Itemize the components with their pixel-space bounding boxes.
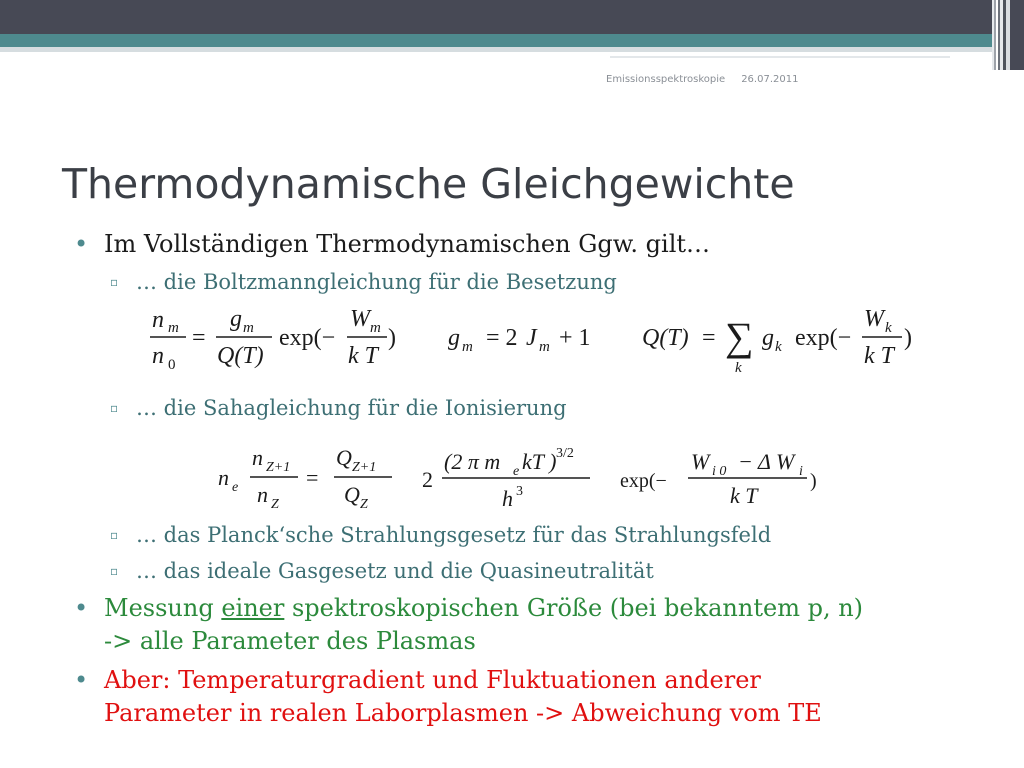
boltzmann-lhs-den: n (152, 343, 164, 369)
top-bar-dark (0, 0, 1024, 34)
partition-close: ) (904, 325, 912, 351)
saha-h: h (502, 486, 513, 511)
saha-minus-dW: − Δ W (738, 449, 795, 474)
boltzmann-Q: Q(T) (217, 343, 264, 369)
saha-Wi-sub: i (799, 464, 803, 479)
saha-Q2: Q (344, 482, 360, 507)
partition-W: W (864, 306, 884, 332)
sub-bullet-text: … die Sahagleichung für die Ionisierung (136, 396, 567, 420)
bullet-text-line1: Aber: Temperaturgradient und Fluktuationen anderer (104, 666, 761, 694)
partition-exp: exp(− (795, 325, 852, 351)
saha-n2-sub: Z (271, 497, 279, 512)
boltzmann-lhs-num: n (152, 307, 164, 333)
bullet-marker: • (74, 666, 89, 694)
saha-n2: n (257, 482, 268, 507)
degeneracy-eq: = 2 (486, 325, 518, 351)
bullet-text-line2: Parameter in realen Laborplasmen -> Abweichung vom TE (104, 699, 822, 727)
corner-stripes (992, 0, 1024, 70)
saha-pow: 3/2 (556, 446, 574, 461)
saha-Wi0: W (691, 449, 710, 474)
sub-bullet-text: … das Planck‘sche Strahlungsgesetz für das Strahlungsfeld (136, 523, 772, 547)
header-underline (610, 56, 950, 58)
partition-sum: ∑ (725, 314, 754, 359)
saha-Wi0-sub: i 0 (712, 464, 727, 479)
bullet-text-line2: -> alle Parameter des Plasmas (104, 627, 476, 655)
boltzmann-kT: k T (348, 343, 378, 369)
bullet-marker: • (74, 230, 89, 258)
degeneracy-formula (440, 300, 610, 380)
partition-Q: Q(T) (642, 325, 689, 351)
boltzmann-formula (140, 300, 410, 380)
partition-g-sub: k (775, 339, 782, 355)
saha-paren: (2 π m (444, 449, 501, 474)
partition-g: g (762, 325, 774, 351)
saha-eq: = (306, 465, 319, 490)
saha-close: ) (810, 470, 817, 492)
top-bar-teal (0, 34, 1024, 47)
partition-sum-sub: k (735, 360, 742, 376)
sub-bullet-marker: ▫ (110, 528, 119, 542)
partition-W-sub: k (885, 320, 892, 336)
bullet-text-underlined: einer (221, 594, 285, 622)
partition-eq: = (702, 325, 716, 351)
saha-me-sub: e (513, 464, 520, 479)
boltzmann-close: ) (388, 325, 396, 351)
degeneracy-g-sub: m (462, 339, 473, 355)
sub-bullet-text: … das ideale Gasgesetz und die Quasineutralität (136, 559, 654, 583)
boltzmann-W-sub: m (370, 320, 381, 336)
degeneracy-g: g (448, 325, 460, 351)
header-subject: Emissionsspektroskopie (606, 74, 726, 85)
page-title: Thermodynamische Gleichgewichte (62, 160, 795, 208)
degeneracy-J-sub: m (539, 339, 550, 355)
saha-ne-sub: e (232, 480, 239, 495)
sub-bullet-marker: ▫ (110, 401, 119, 415)
saha-kT: kT ) (522, 449, 557, 474)
saha-formula (210, 440, 830, 518)
boltzmann-exp: exp(− (279, 325, 336, 351)
degeneracy-rest: + 1 (559, 325, 591, 351)
saha-two: 2 (422, 467, 433, 492)
saha-n1-sub: Z+1 (266, 460, 291, 475)
boltzmann-g: g (230, 306, 242, 332)
saha-kT2: k T (730, 483, 758, 508)
bullet-text-before: Messung (104, 594, 222, 622)
saha-Q1-sub: Z+1 (352, 460, 377, 475)
sub-bullet-text: … die Boltzmanngleichung für die Besetzung (136, 270, 617, 294)
saha-h-pow: 3 (516, 484, 523, 499)
header-date: 26.07.2011 (741, 74, 799, 85)
boltzmann-lhs-num-sub: m (168, 320, 179, 336)
bullet-marker: • (74, 594, 89, 622)
degeneracy-J: J (526, 325, 537, 351)
saha-Q1: Q (336, 445, 352, 470)
boltzmann-equals: = (192, 325, 206, 351)
bullet-text: Im Vollständigen Thermodynamischen Ggw. gilt… (104, 230, 711, 258)
sub-bullet-marker: ▫ (110, 275, 119, 289)
bullet-text-line1 (104, 592, 863, 625)
saha-exp: exp(− (620, 470, 667, 492)
sub-bullet-marker: ▫ (110, 564, 119, 578)
saha-ne: n (218, 465, 229, 490)
saha-n1: n (252, 445, 263, 470)
partition-kT: k T (864, 343, 894, 369)
boltzmann-g-sub: m (243, 320, 254, 336)
partition-formula (636, 296, 936, 380)
bullet-text-after: spektroskopischen Größe (bei bekanntem p, n) (284, 594, 864, 622)
boltzmann-lhs-den-sub: 0 (168, 357, 176, 373)
header-info (606, 74, 814, 85)
saha-Q2-sub: Z (360, 497, 368, 512)
boltzmann-W: W (350, 306, 370, 332)
top-bar-light-line (0, 47, 1000, 52)
